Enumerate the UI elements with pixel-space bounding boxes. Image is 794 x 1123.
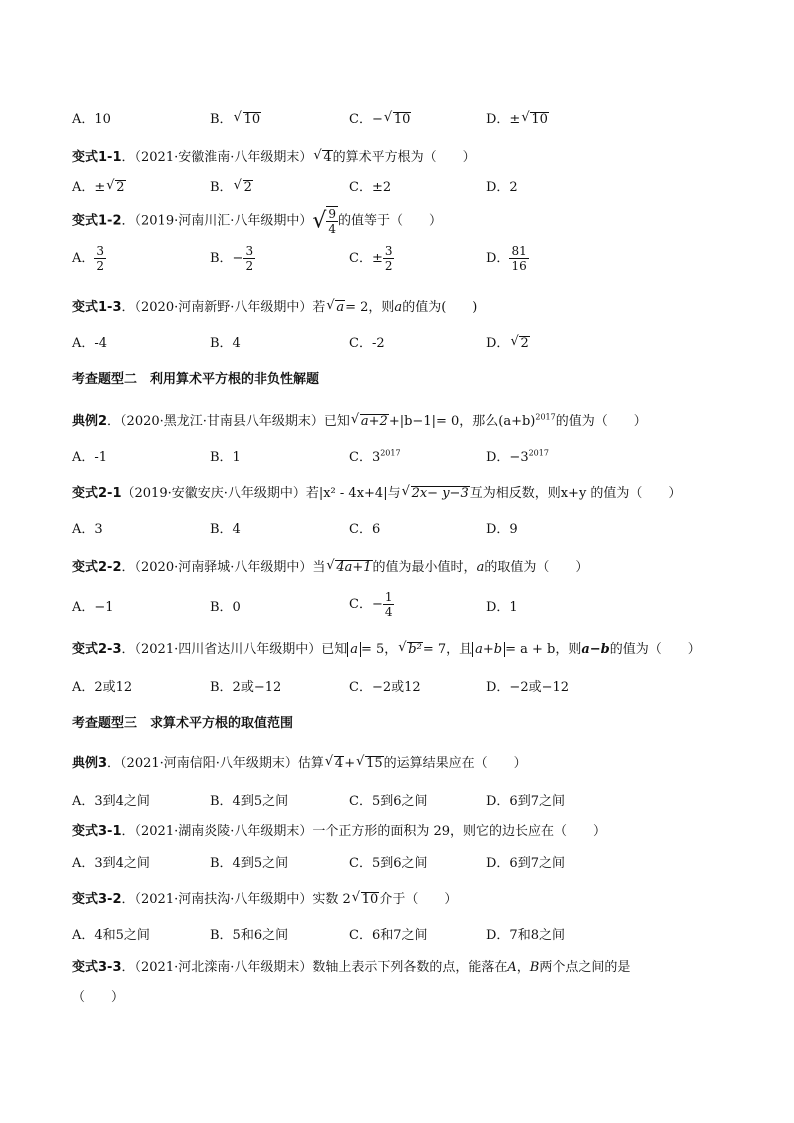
question-v2-1: 变式2-1（2019·安徽安庆·八年级期中）若|x² - 4x+4|与√ 2x− y−3互为相反数，则x+y 的值为（ ） [72, 482, 681, 501]
option-d[interactable]: D．$-3^{2017}$ [486, 448, 549, 465]
v1-3-options [72, 332, 732, 352]
option-d[interactable]: D．1 [486, 600, 518, 615]
v2-2-options [72, 590, 732, 626]
option-c[interactable]: C．− $\frac{1}{4}$ [349, 590, 393, 619]
option-d[interactable]: D．±√ 10 [486, 108, 549, 127]
question-v1-1: 变式1-1．（2021·安徽淮南·八年级期末）√ 4的算术平方根为（ ） [72, 146, 476, 165]
q0-options [72, 108, 732, 128]
option-b[interactable]: B．√ 2 [210, 176, 253, 195]
option-c[interactable]: C．±2 [349, 180, 392, 195]
option-a[interactable]: A．-1 [72, 450, 108, 465]
option-c[interactable]: C．−2或12 [349, 680, 421, 695]
v1-1-options [72, 176, 732, 196]
option-a[interactable]: A．−1 [72, 600, 114, 615]
option-b[interactable]: B．− $\frac{3}{2}$ [210, 244, 254, 273]
v1-2-options [72, 244, 732, 280]
option-a[interactable]: A．2或12 [72, 680, 133, 695]
question-v3-2: 变式3-2．（2021·河南扶沟·八年级期中）实数 2√ 10介于（ ） [72, 888, 457, 907]
option-d[interactable]: D．7和8之间 [486, 928, 565, 943]
option-c[interactable]: C．−√ 10 [349, 108, 411, 127]
option-c[interactable]: C．-2 [349, 336, 385, 351]
example-2-options [72, 446, 732, 466]
option-b[interactable]: B．√ 10 [210, 108, 261, 127]
option-b[interactable]: B．4 [210, 522, 241, 537]
section-heading-2: 考查题型二 利用算术平方根的非负性解题 [72, 372, 320, 387]
option-a[interactable]: A．10 [72, 112, 111, 127]
section-heading-3: 考查题型三 求算术平方根的取值范围 [72, 716, 294, 731]
option-c[interactable]: C．$3^{2017}$ [349, 448, 401, 465]
v2-3-options [72, 676, 732, 696]
question-v1-3: 变式1-3．（2020·河南新野·八年级期中）若√ a= 2，则a的值为( ) [72, 296, 477, 315]
option-b[interactable]: B．4到5之间 [210, 856, 289, 871]
question-v2-2: 变式2-2．（2020·河南驿城·八年级期中）当√ 4a+1的值为最小值时，a的取值为（ ） [72, 556, 588, 575]
option-a[interactable]: A．±√ 2 [72, 176, 126, 195]
option-b[interactable]: B．1 [210, 450, 241, 465]
option-b[interactable]: B．5和6之间 [210, 928, 289, 943]
question-v3-1: 变式3-1．（2021·湖南炎陵·八年级期末）一个正方形的面积为 29，则它的边长应在（ ） [72, 824, 607, 839]
question-v3-3: 变式3-3．（2021·河北滦南·八年级期末）数轴上表示下列各数的点，能落在A，B两个点之间的是 [72, 960, 631, 975]
option-b[interactable]: B．2或−12 [210, 680, 282, 695]
option-d[interactable]: D． $\frac{81}{16}$ [486, 244, 527, 273]
option-b[interactable]: B．0 [210, 600, 241, 615]
option-a[interactable]: A． $\frac{3}{2}$ [72, 244, 105, 273]
option-c[interactable]: C．± $\frac{3}{2}$ [349, 244, 393, 273]
option-c[interactable]: C．5到6之间 [349, 856, 428, 871]
v3-2-options [72, 924, 732, 944]
option-d[interactable]: D．6到7之间 [486, 794, 565, 809]
option-d[interactable]: D．√ 2 [486, 332, 530, 351]
option-a[interactable]: A．3到4之间 [72, 794, 150, 809]
option-d[interactable]: D．2 [486, 180, 518, 195]
option-b[interactable]: B．4 [210, 336, 241, 351]
example-3-options [72, 790, 732, 810]
option-a[interactable]: A．3 [72, 522, 103, 537]
example-2: 典例2．（2020·黑龙江·甘南县八年级期末）已知√ a+2+|b−1|= 0，那么$(a+b)^{2017}$的值为（ ） [72, 410, 647, 429]
question-v3-3-answer-blank: （ ） [72, 990, 125, 1005]
question-v2-3: 变式2-3．（2021·四川省达川八年级期中）已知 a = 5，√ b²= 7，且 a+b = a + b，则a−b的值为（ ） [72, 638, 701, 657]
question-v1-2: 变式1-2．（2019·河南川汇·八年级期中）√ $\frac{9}{4}$ 的值等于（ ） [72, 207, 443, 236]
option-a[interactable]: A．3到4之间 [72, 856, 150, 871]
v3-1-options [72, 852, 732, 872]
option-d[interactable]: D．−2或−12 [486, 680, 570, 695]
v2-1-options [72, 518, 732, 538]
option-a[interactable]: A．4和5之间 [72, 928, 150, 943]
option-d[interactable]: D．9 [486, 522, 518, 537]
option-a[interactable]: A．-4 [72, 336, 108, 351]
option-c[interactable]: C．6和7之间 [349, 928, 428, 943]
example-3: 典例3．（2021·河南信阳·八年级期末）估算√ 4+√ 15的运算结果应在（ ） [72, 752, 527, 771]
option-c[interactable]: C．5到6之间 [349, 794, 428, 809]
option-d[interactable]: D．6到7之间 [486, 856, 565, 871]
option-c[interactable]: C．6 [349, 522, 381, 537]
option-b[interactable]: B．4到5之间 [210, 794, 289, 809]
